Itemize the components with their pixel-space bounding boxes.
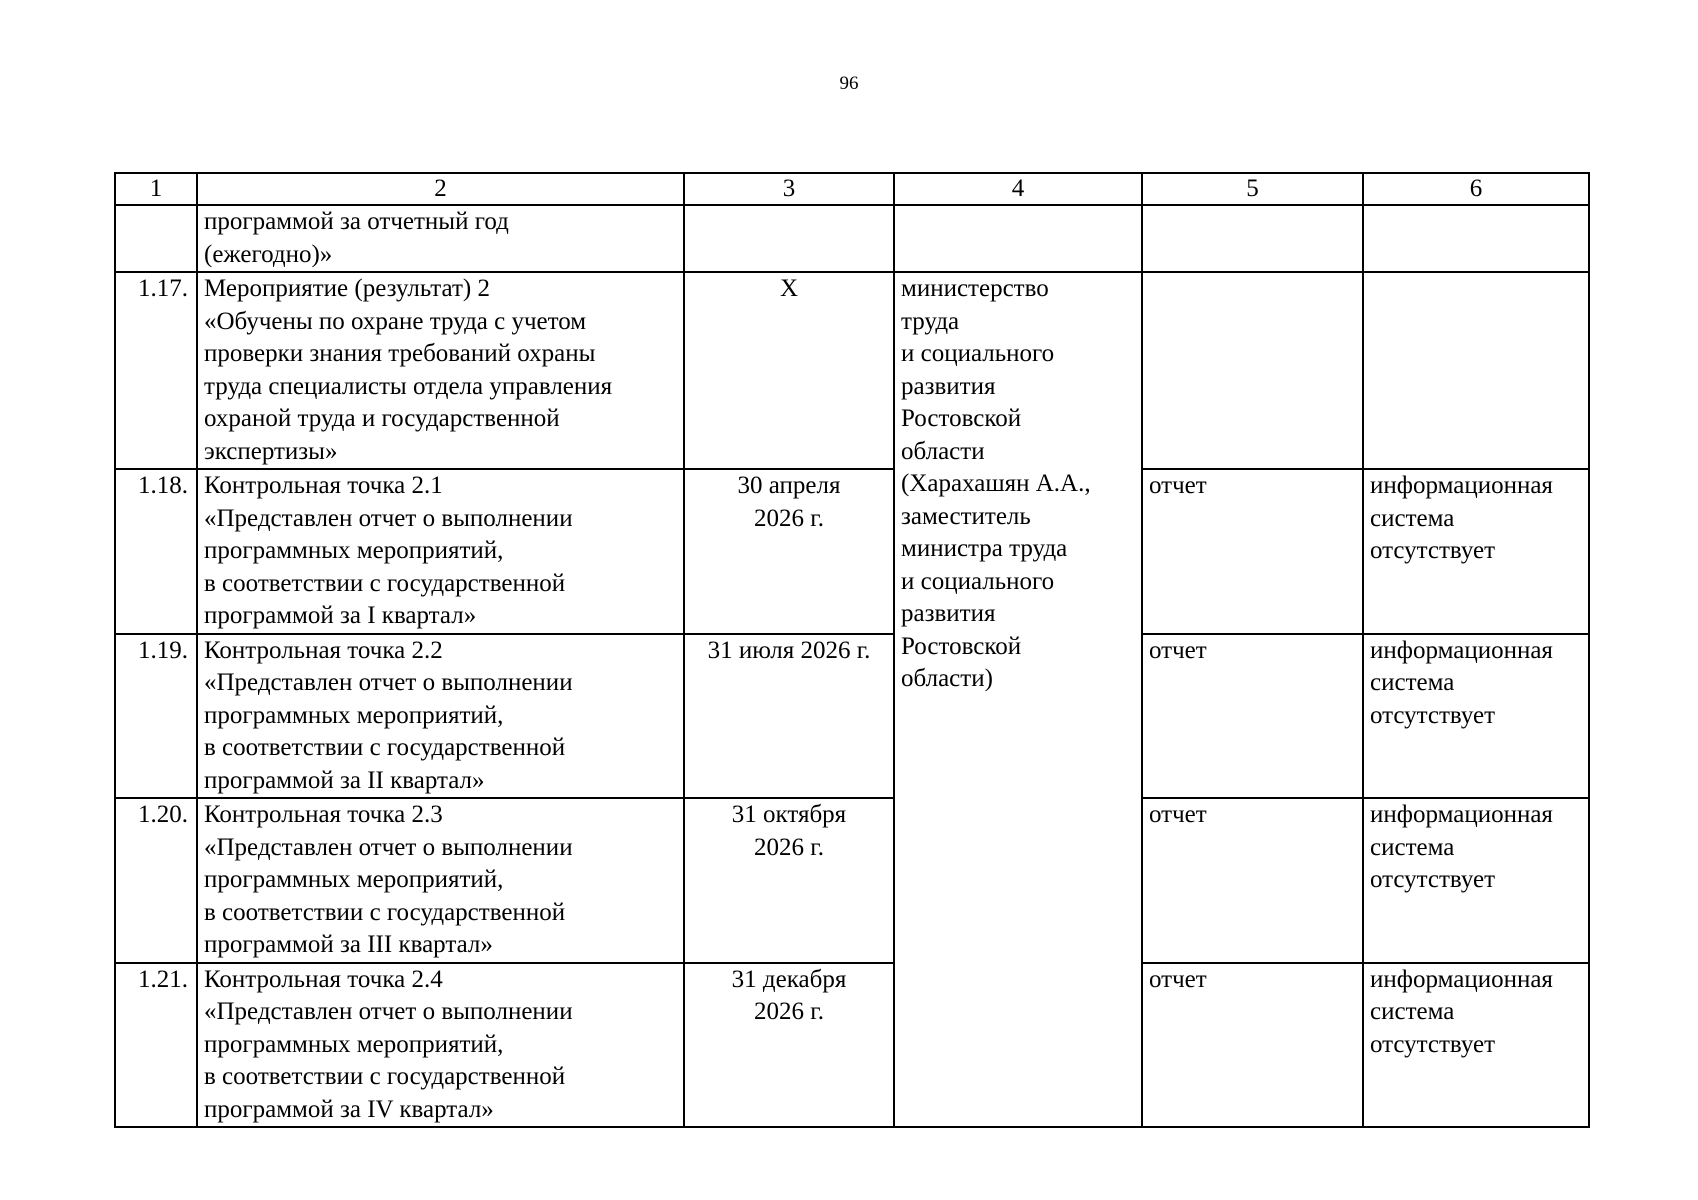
- info-system-line: система: [1370, 833, 1455, 861]
- info-system-cell: [1363, 205, 1589, 272]
- responsible-line: министра труда: [901, 535, 1068, 562]
- deadline-cell: [684, 272, 894, 469]
- info-system-line: отсутствует: [1370, 701, 1496, 729]
- description-line: «Представлен отчет о выполнении: [204, 504, 573, 532]
- document-cell: [1142, 272, 1363, 469]
- control-points-table: [114, 172, 1590, 1128]
- description-line: Контрольная точка 2.1: [204, 472, 443, 499]
- responsible-line: и социального: [901, 567, 1055, 595]
- document-cell: отчет: [1142, 963, 1363, 1128]
- column-header: 6: [1363, 173, 1589, 205]
- table-row-1-21: [115, 963, 1589, 1128]
- responsible-line: заместитель: [901, 502, 1031, 530]
- row-number-cell: [115, 205, 197, 272]
- description-line: Контрольная точка 2.3: [204, 801, 443, 828]
- info-system-cell: [1363, 634, 1589, 799]
- table-row-1-20: [115, 798, 1589, 963]
- row-number-cell: 1.19.: [115, 634, 197, 799]
- document-cell: [1142, 205, 1363, 272]
- info-system-line: отсутствует: [1370, 866, 1496, 893]
- description-cell: [197, 469, 684, 634]
- deadline-line: 2026 г.: [754, 833, 824, 861]
- column-header: 4: [894, 173, 1142, 205]
- deadline-cell: [684, 205, 894, 272]
- document-cell: отчет: [1142, 798, 1363, 963]
- info-system-line: система: [1370, 669, 1455, 696]
- table-row-continuation: [115, 205, 1589, 272]
- description-line: в соответствии с государственной: [204, 734, 566, 761]
- page-number: 96: [839, 73, 859, 94]
- description-line: проверки знания требований охраны: [204, 340, 596, 367]
- column-header: 1: [115, 173, 197, 205]
- deadline-cell: [684, 469, 894, 634]
- responsible-line: области): [901, 665, 993, 692]
- responsible-cell: [894, 205, 1142, 272]
- table-row-1-19: [115, 634, 1589, 799]
- description-line: «Представлен отчет о выполнении: [204, 833, 573, 861]
- info-system-cell: [1363, 963, 1589, 1128]
- description-line: Мероприятие (результат) 2: [204, 275, 490, 302]
- deadline-cell: [684, 963, 894, 1128]
- info-system-line: система: [1370, 504, 1455, 532]
- deadline-line: 31 июля 2026 г.: [707, 636, 871, 664]
- info-system-line: система: [1370, 998, 1455, 1025]
- info-system-cell: [1363, 272, 1589, 469]
- responsible-line: (Харахашян А.А.,: [901, 470, 1091, 497]
- deadline-cell: [684, 798, 894, 963]
- responsible-line: Ростовской: [901, 632, 1022, 660]
- info-system-cell: [1363, 469, 1589, 634]
- deadline-cell: [684, 634, 894, 799]
- description-line: программой за отчетный год: [204, 208, 509, 235]
- description-line: «Обучены по охране труда с учетом: [204, 307, 587, 335]
- description-line: программой за III квартал»: [204, 931, 493, 958]
- description-cell: [197, 963, 684, 1128]
- deadline-line: 2026 г.: [754, 998, 824, 1025]
- row-number-cell: 1.18.: [115, 469, 197, 634]
- info-system-line: отсутствует: [1370, 1030, 1496, 1058]
- column-header: 3: [684, 173, 894, 205]
- deadline-line: 30 апреля: [737, 472, 841, 499]
- deadline-line: 31 декабря: [731, 965, 847, 993]
- info-system-cell: [1363, 798, 1589, 963]
- description-line: программных мероприятий,: [204, 537, 504, 564]
- column-header: 5: [1142, 173, 1363, 205]
- description-line: «Представлен отчет о выполнении: [204, 998, 573, 1025]
- info-system-line: отсутствует: [1370, 537, 1496, 564]
- responsible-cell: [894, 272, 1142, 1127]
- description-line: Контрольная точка 2.4: [204, 965, 443, 993]
- document-cell: отчет: [1142, 469, 1363, 634]
- responsible-line: развития: [901, 372, 996, 400]
- description-line: труда специалисты отдела управления: [204, 372, 613, 400]
- responsible-line: Ростовской: [901, 405, 1022, 432]
- responsible-line: министерство: [901, 275, 1049, 302]
- table-row-1-17: [115, 272, 1589, 469]
- description-line: «Представлен отчет о выполнении: [204, 669, 573, 696]
- description-line: в соответствии с государственной: [204, 898, 566, 926]
- info-system-line: информационная: [1370, 801, 1553, 828]
- description-line: Контрольная точка 2.2: [204, 636, 443, 664]
- deadline-line: 2026 г.: [754, 504, 824, 532]
- deadline-line: 31 октября: [731, 801, 847, 828]
- description-line: программой за IV квартал»: [204, 1095, 494, 1123]
- info-system-line: информационная: [1370, 965, 1553, 993]
- row-number-cell: 1.20.: [115, 798, 197, 963]
- responsible-line: области: [901, 437, 985, 465]
- description-cell: [197, 272, 684, 469]
- column-header: 2: [197, 173, 684, 205]
- description-line: программой за II квартал»: [204, 766, 485, 794]
- description-line: (ежегодно)»: [204, 240, 333, 268]
- description-line: в соответствии с государственной: [204, 569, 566, 597]
- table-row-1-18: [115, 469, 1589, 634]
- description-line: программных мероприятий,: [204, 1030, 504, 1058]
- row-number-cell: 1.21.: [115, 963, 197, 1128]
- description-cell: [197, 634, 684, 799]
- description-cell: [197, 798, 684, 963]
- responsible-line: и социального: [901, 340, 1055, 367]
- header-row: [115, 173, 1589, 205]
- description-line: программных мероприятий,: [204, 701, 504, 729]
- description-line: экспертизы»: [204, 437, 338, 465]
- responsible-line: труда: [901, 307, 960, 335]
- description-line: программных мероприятий,: [204, 866, 504, 893]
- row-number-cell: 1.17.: [115, 272, 197, 469]
- responsible-line: развития: [901, 600, 996, 627]
- description-line: в соответствии с государственной: [204, 1063, 566, 1090]
- info-system-line: информационная: [1370, 472, 1553, 499]
- info-system-line: информационная: [1370, 636, 1553, 664]
- description-line: охраной труда и государственной: [204, 405, 560, 432]
- document-cell: отчет: [1142, 634, 1363, 799]
- description-cell: [197, 205, 684, 272]
- deadline-line: Х: [779, 275, 799, 302]
- description-line: программой за I квартал»: [204, 602, 477, 629]
